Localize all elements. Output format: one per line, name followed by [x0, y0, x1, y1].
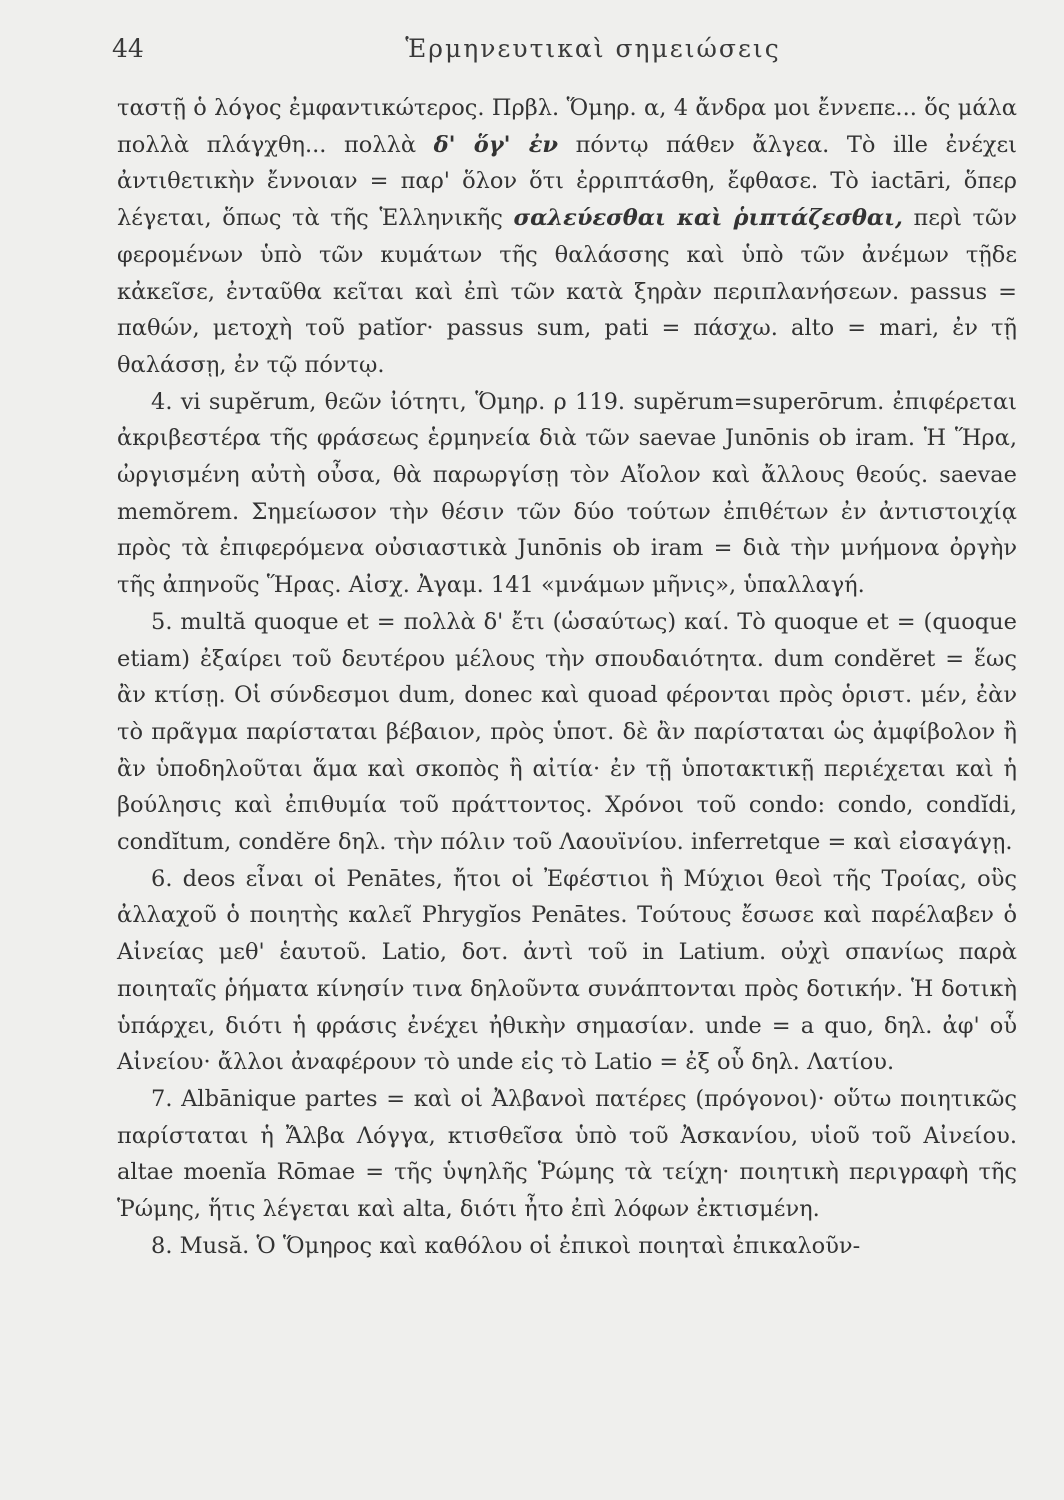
commentary-text [117, 90, 1017, 1265]
text-segment: ταστῇ ὁ λόγος ἐμφαντικώτερος. Πρβλ. Ὅμηρ. α, 4 ἄνδρα μοι ἔννεπε... ὅς μάλα πολλὰ πλάγχθη... πολλὰ [117, 95, 1017, 158]
text-segment: 7. Albānique partes = καὶ οἱ Ἀλβανοὶ πατέρες (πρόγονοι)· οὕτω ποιητικῶς παρίσταται ἡ Ἄλβα Λόγγα, κτισθεῖσα ὑπὸ τοῦ Ἀσκανίου, υἱοῦ τοῦ Αἰνείου. altae moenĭa Rōmae = τῆς ὑψηλῆς Ῥώμης τὰ τείχη· ποιητικὴ περιγραφὴ τῆς Ῥώμης, ἥτις λέγεται καὶ alta, διότι ἦτο ἐπὶ λόφων ἐκτισμένη. [117, 1085, 1017, 1223]
commentary-paragraph [117, 1081, 1017, 1228]
emphasized-phrase: δ' ὅγ' ἐν [433, 131, 559, 158]
text-segment: 4. vi supĕrum, θεῶν ἰότητι, Ὅμηρ. ρ 119. supĕrum=superōrum. ἐπιφέρεται ἀκριβεστέρα τῆς φράσεως ἑρμηνεία διὰ τῶν saevae Junōnis ob iram. Ἡ Ἥρα, ὠργισμένη αὐτὴ οὖσα, θὰ παρωργίσῃ τὸν Αἴολον καὶ ἄλλους θεούς. saevae memŏrem. Σημείωσον τὴν θέσιν τῶν δύο τούτων ἐπιθέτων ἐν ἀντιστοιχίᾳ πρὸς τὰ ἐπιφερόμενα οὐσιαστικὰ Junōnis ob iram = διὰ τὴν μνήμονα ὀργὴν τῆς ἀπηνοῦς Ἥρας. Αἰσχ. Ἀγαμ. 141 «μνάμων μῆνις», ὑπαλλαγή. [117, 388, 1017, 599]
page-number: 44 [112, 34, 144, 63]
emphasized-phrase: σαλεύεσθαι καὶ ῥιπτάζεσθαι, [513, 205, 903, 232]
text-segment: 8. Musă. Ὁ Ὅμηρος καὶ καθόλου οἱ ἐπικοὶ ποιηταὶ ἐπικαλοῦν- [151, 1232, 861, 1259]
commentary-paragraph [117, 861, 1017, 1081]
running-title: Ἑρμηνευτικαὶ σημειώσεις [405, 34, 781, 63]
commentary-paragraph [117, 90, 1017, 384]
page-header [112, 28, 1004, 68]
commentary-paragraph [117, 1228, 1017, 1265]
text-segment: περὶ τῶν φερομένων ὑπὸ τῶν κυμάτων τῆς θαλάσσης καὶ ὑπὸ τῶν ἀνέμων τῇδε κἀκεῖσε, ἐνταῦθα κεῖται καὶ ἐπὶ τῶν κατὰ ξηρὰν περιπλανήσεων. passus = παθών, μετοχὴ τοῦ patĭor· passus sum, pati = πάσχω. alto = mari, ἐν τῇ θαλάσσῃ, ἐν τῷ πόντῳ. [117, 205, 1017, 378]
text-segment: 5. multă quoque et = πολλὰ δ' ἔτι (ὡσαύτως) καί. Τὸ quoque et = (quoque etiam) ἐξαίρει τοῦ δευτέρου μέλους τὴν σπουδαιότητα. dum condĕret = ἕως ἂν κτίσῃ. Οἱ σύνδεσμοι dum, donec καὶ quoad φέρονται πρὸς ὁριστ. μέν, ἐὰν τὸ πρᾶγμα παρίσταται βέβαιον, πρὸς ὑποτ. δὲ ἂν παρίσταται ὡς ἀμφίβολον ἢ ἂν ὑποδηλοῦται ἅμα καὶ σκοπὸς ἢ αἰτία· ἐν τῇ ὑποτακτικῇ περιέχεται καὶ ἡ βούλησις καὶ ἐπιθυμία τοῦ πράττοντος. Χρόνοι τοῦ condo: condo, condĭdi, condĭtum, condĕre δηλ. τὴν πόλιν τοῦ Λαουϊνίου. inferretque = καὶ εἰσαγάγῃ. [117, 608, 1017, 856]
commentary-paragraph [117, 604, 1017, 861]
text-segment: πόντῳ πάθεν ἄλγεα. Τὸ ille ἐνέχει ἀντιθετικὴν ἔννοιαν = παρ' ὅλον ὅτι ἐρριπτάσθη, ἔφθασε. Τὸ iactāri, ὅπερ λέγεται, ὅπως τὰ τῆς Ἑλληνικῆς [117, 131, 1017, 232]
commentary-paragraph [117, 384, 1017, 604]
text-segment: 6. deos εἶναι οἱ Penātes, ἤτοι οἱ Ἐφέστιοι ἢ Μύχιοι θεοὶ τῆς Τροίας, οὓς ἀλλαχοῦ ὁ ποιητὴς καλεῖ Phrygĭos Penātes. Τούτους ἔσωσε καὶ παρέλαβεν ὁ Αἰνείας μεθ' ἑαυτοῦ. Latio, δοτ. ἀντὶ τοῦ in Latium. οὐχὶ σπανίως παρὰ ποιηταῖς ῥήματα κίνησίν τινα δηλοῦντα συνάπτονται πρὸς δοτικήν. Ἡ δοτικὴ ὑπάρχει, διότι ἡ φράσις ἐνέχει ἠθικὴν σημασίαν. unde = a quo, δηλ. ἀφ' οὗ Αἰνείου· ἄλλοι ἀναφέρουν τὸ unde εἰς τὸ Latio = ἐξ οὗ δηλ. Λατίου. [117, 865, 1017, 1076]
